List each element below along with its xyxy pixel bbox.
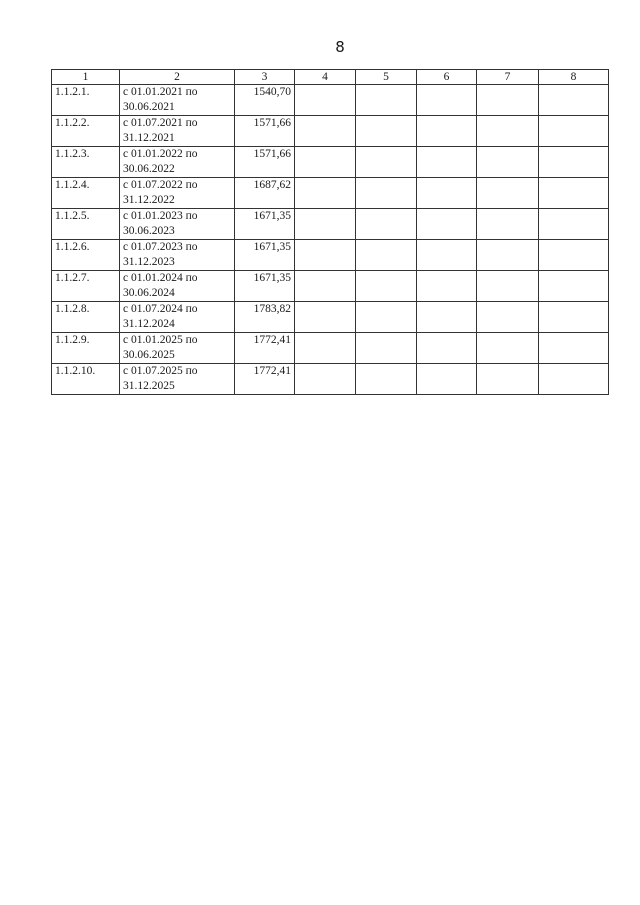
empty-cell (356, 364, 417, 395)
column-header: 2 (120, 70, 235, 85)
empty-cell (417, 364, 477, 395)
row-number-cell: 1.1.2.3. (52, 147, 120, 178)
column-header: 7 (477, 70, 539, 85)
period-start: с 01.01.2021 по (123, 86, 198, 98)
empty-cell (539, 364, 609, 395)
empty-cell (356, 147, 417, 178)
period-end: 31.12.2024 (123, 318, 175, 330)
empty-cell (539, 271, 609, 302)
column-header: 6 (417, 70, 477, 85)
value-cell: 1571,66 (235, 147, 295, 178)
row-number-cell: 1.1.2.7. (52, 271, 120, 302)
value-cell: 1783,82 (235, 302, 295, 333)
empty-cell (477, 240, 539, 271)
column-header: 8 (539, 70, 609, 85)
column-header: 4 (295, 70, 356, 85)
row-number-cell: 1.1.2.6. (52, 240, 120, 271)
value-cell: 1571,66 (235, 116, 295, 147)
value-cell: 1671,35 (235, 271, 295, 302)
period-start: с 01.07.2024 по (123, 303, 198, 315)
empty-cell (295, 116, 356, 147)
empty-cell (295, 147, 356, 178)
period-end: 31.12.2022 (123, 194, 175, 206)
period-cell (120, 333, 235, 364)
period-cell (120, 302, 235, 333)
empty-cell (477, 209, 539, 240)
empty-cell (417, 209, 477, 240)
empty-cell (477, 178, 539, 209)
value-cell: 1671,35 (235, 240, 295, 271)
empty-cell (477, 364, 539, 395)
empty-cell (417, 333, 477, 364)
row-number-cell: 1.1.2.2. (52, 116, 120, 147)
empty-cell (295, 302, 356, 333)
empty-cell (356, 240, 417, 271)
period-end: 31.12.2021 (123, 132, 175, 144)
empty-cell (356, 85, 417, 116)
value-cell: 1540,70 (235, 85, 295, 116)
period-cell (120, 209, 235, 240)
empty-cell (477, 147, 539, 178)
period-end: 30.06.2024 (123, 287, 175, 299)
period-end: 30.06.2025 (123, 349, 175, 361)
page-number: 8 (335, 38, 345, 56)
empty-cell (539, 209, 609, 240)
empty-cell (356, 302, 417, 333)
empty-cell (295, 333, 356, 364)
period-end: 31.12.2025 (123, 380, 175, 392)
column-header: 5 (356, 70, 417, 85)
empty-cell (417, 147, 477, 178)
empty-cell (417, 271, 477, 302)
period-end: 30.06.2022 (123, 163, 175, 175)
empty-cell (356, 209, 417, 240)
empty-cell (295, 85, 356, 116)
empty-cell (539, 116, 609, 147)
period-start: с 01.01.2022 по (123, 148, 198, 160)
empty-cell (539, 147, 609, 178)
table-row (52, 364, 609, 395)
row-number-cell: 1.1.2.8. (52, 302, 120, 333)
empty-cell (539, 178, 609, 209)
period-end: 30.06.2023 (123, 225, 175, 237)
column-header: 3 (235, 70, 295, 85)
empty-cell (539, 333, 609, 364)
empty-cell (356, 116, 417, 147)
value-cell: 1772,41 (235, 364, 295, 395)
period-start: с 01.07.2025 по (123, 365, 198, 377)
empty-cell (477, 333, 539, 364)
empty-cell (295, 209, 356, 240)
period-cell (120, 240, 235, 271)
table-row (52, 302, 609, 333)
empty-cell (356, 271, 417, 302)
empty-cell (417, 116, 477, 147)
row-number-cell: 1.1.2.5. (52, 209, 120, 240)
empty-cell (295, 271, 356, 302)
empty-cell (417, 302, 477, 333)
period-start: с 01.01.2024 по (123, 272, 198, 284)
empty-cell (539, 85, 609, 116)
empty-cell (477, 271, 539, 302)
period-end: 31.12.2023 (123, 256, 175, 268)
value-cell: 1687,62 (235, 178, 295, 209)
empty-cell (477, 116, 539, 147)
table-row (52, 333, 609, 364)
value-cell: 1772,41 (235, 333, 295, 364)
table-row (52, 85, 609, 116)
table-row (52, 116, 609, 147)
table-row (52, 147, 609, 178)
period-cell (120, 85, 235, 116)
empty-cell (417, 240, 477, 271)
period-start: с 01.01.2023 по (123, 210, 198, 222)
empty-cell (417, 85, 477, 116)
row-number-cell: 1.1.2.4. (52, 178, 120, 209)
empty-cell (477, 302, 539, 333)
period-start: с 01.07.2021 по (123, 117, 198, 129)
empty-cell (356, 333, 417, 364)
period-start: с 01.07.2022 по (123, 179, 198, 191)
row-number-cell: 1.1.2.9. (52, 333, 120, 364)
period-start: с 01.01.2025 по (123, 334, 198, 346)
table-row (52, 209, 609, 240)
empty-cell (539, 302, 609, 333)
table-row (52, 178, 609, 209)
value-cell: 1671,35 (235, 209, 295, 240)
empty-cell (295, 178, 356, 209)
period-cell (120, 116, 235, 147)
tariff-table (51, 69, 609, 395)
empty-cell (356, 178, 417, 209)
row-number-cell: 1.1.2.1. (52, 85, 120, 116)
empty-cell (295, 240, 356, 271)
period-end: 30.06.2021 (123, 101, 175, 113)
period-start: с 01.07.2023 по (123, 241, 198, 253)
column-header: 1 (52, 70, 120, 85)
period-cell (120, 364, 235, 395)
table-row (52, 271, 609, 302)
period-cell (120, 271, 235, 302)
period-cell (120, 147, 235, 178)
period-cell (120, 178, 235, 209)
table-body (52, 85, 609, 395)
row-number-cell: 1.1.2.10. (52, 364, 120, 395)
empty-cell (477, 85, 539, 116)
empty-cell (295, 364, 356, 395)
empty-cell (417, 178, 477, 209)
table-header-row (52, 70, 609, 85)
table-row (52, 240, 609, 271)
empty-cell (539, 240, 609, 271)
